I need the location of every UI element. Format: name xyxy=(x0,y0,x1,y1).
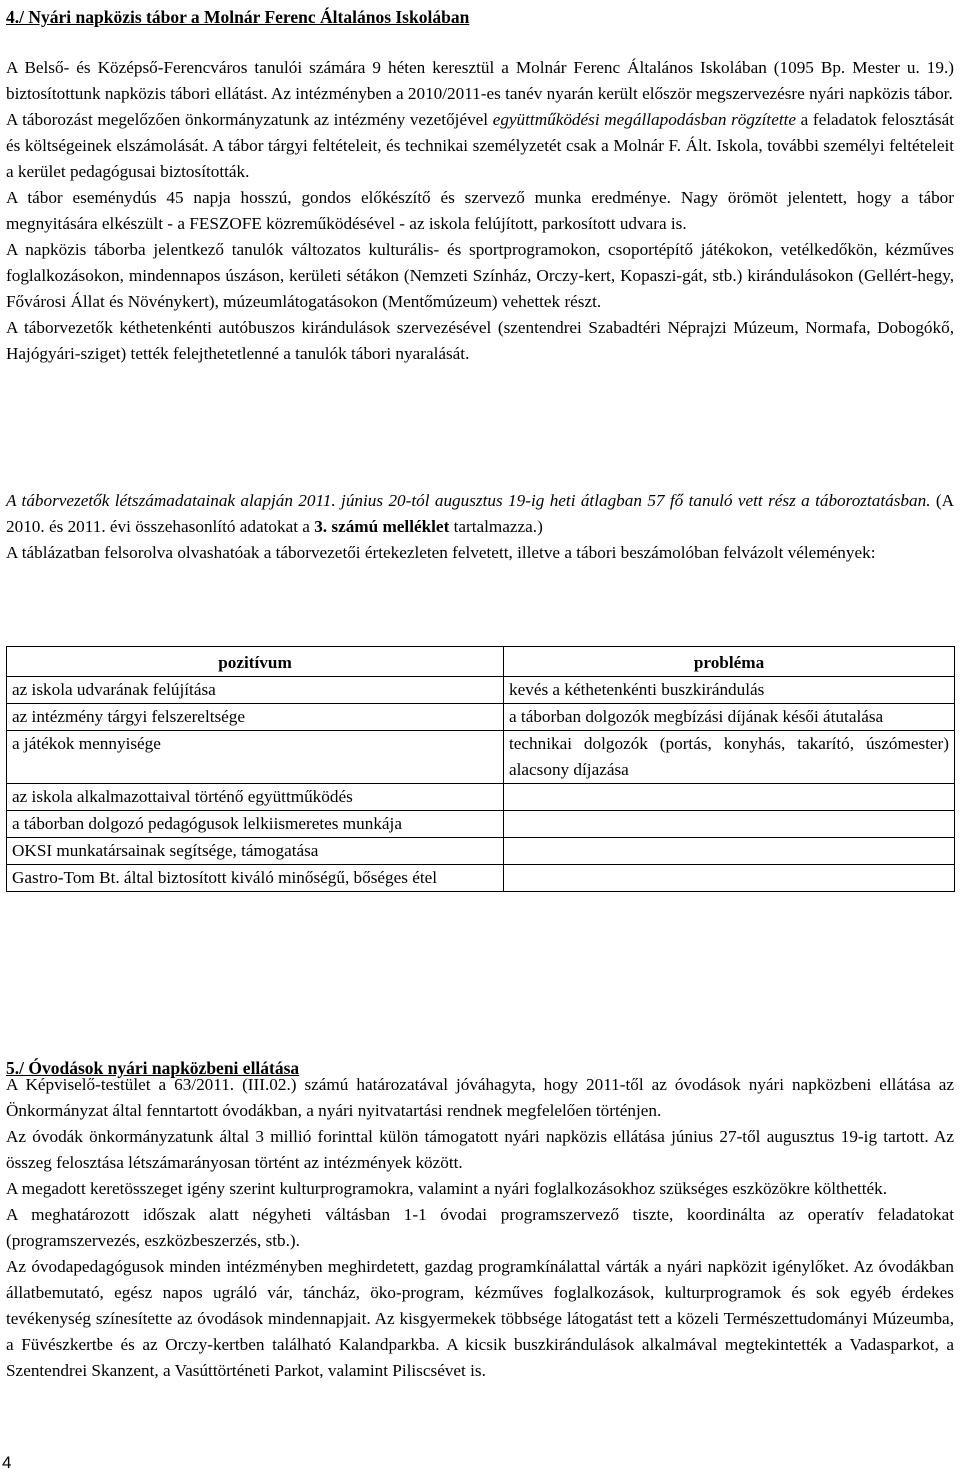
paragraph: A Képviselő-testület a 63/2011. (III.02.) számú határozatával jóváhagyta, hogy 2011-től az óvodások nyári napközbeni ellátása az Önkormányzat által fenntartott óvodákban, a nyári nyitvatartási rendnek megfelelően történjen. xyxy=(6,1075,954,1120)
page-number: 4 xyxy=(2,1453,12,1472)
text-run: tartalmazza.) xyxy=(449,517,543,536)
table-row xyxy=(7,838,955,865)
table-row xyxy=(7,811,955,838)
table-row xyxy=(7,865,955,892)
table-cell: Gastro-Tom Bt. által biztosított kiváló minőségű, bőséges étel xyxy=(7,865,504,892)
text-run: A táborozást megelőzően önkormányzatunk az intézmény vezetőjével xyxy=(6,110,493,129)
table-cell xyxy=(504,838,955,865)
table-cell: technikai dolgozók (portás, konyhás, takarító, úszómester) alacsony díjazása xyxy=(504,731,955,784)
paragraph: A Belső- és Középső-Ferencváros tanulói számára 9 héten keresztül a Molnár Ferenc Általános Iskolában (1095 Bp. Mester u. 19.) biztosítottunk napközis tábori ellátást. Az intézményben a 2010/2011-es tanév nyarán került először megszervezésre nyári napközis tábor. xyxy=(6,58,954,103)
table-cell: kevés a kéthetenkénti buszkirándulás xyxy=(504,677,955,704)
paragraph: A tábor eseménydús 45 napja hosszú, gondos előkészítő és szervező munka eredménye. Nagy örömöt jelentett, hogy a tábor megnyitására elkészült - a FESZOFE közreműködésével - az iskola felújított, parkosított udvara is. xyxy=(6,188,954,233)
column-header-positive: pozitívum xyxy=(7,647,504,677)
table-cell xyxy=(504,784,955,811)
paragraph: A táborvezetők kéthetenkénti autóbuszos kirándulások szervezésével (szentendrei Szabadtéri Néprajzi Múzeum, Normafa, Dobogókő, Hajógyári-sziget) tették felejthetetlenné a tanulók tábori nyaralását. xyxy=(6,318,954,363)
italic-text: A táborvezetők létszámadatainak alapján 2011. június 20-tól augusztus 19-ig heti átlagban 57 fő tanuló vett rész a táboroztatásban. xyxy=(6,491,931,510)
paragraph: A napközis táborba jelentkező tanulók változatos kulturális- és sportprogramokon, csoportépítő játékokon, vetélkedőkön, kézműves foglalkozásokon, mindennapos úszáson, kerületi sétákon (Nemzeti Színház, Orczy-kert, Kopaszi-gát, stb.) kirándulásokon (Gellért-hegy, Fővárosi Állat és Növénykert), múzeumlátogatásokon (Mentőmúzeum) vehettek részt. xyxy=(6,240,954,311)
table-cell: a játékok mennyisége xyxy=(7,731,504,784)
table-cell: OKSI munkatársainak segítsége, támogatása xyxy=(7,838,504,865)
table-header-row xyxy=(7,647,955,677)
paragraph xyxy=(6,488,954,540)
opinions-table xyxy=(6,646,955,892)
paragraph: Az óvodák önkormányzatunk által 3 millió forinttal külön támogatott nyári napközis ellátása június 27-től augusztus 19-ig tartott. Az összeg felosztása létszámarányosan történt az intézmények között. xyxy=(6,1127,954,1172)
section-4-summary xyxy=(6,488,954,566)
paragraph xyxy=(6,107,954,185)
table-cell: a táborban dolgozó pedagógusok lelkiismeretes munkája xyxy=(7,811,504,838)
table-cell xyxy=(504,865,955,892)
paragraph: Az óvodapedagógusok minden intézményben meghirdetett, gazdag programkínálattal várták a nyári napközit igénylőket. Az óvodákban állatbemutató, egész napos ugráló vár, táncház, öko-program, kézműves foglalkozások, kulturprogramok és sok egyéb érdekes tevékenység színesítette az óvodások mindennapjait. Az kisgyermekek többsége látogatást tett a közeli Természettudományi Múzeumba, a Füvészkertbe és az Orczy-kertben található Kalandparkba. A kicsik buszkirándulások alkalmával megtekintették a Vadasparkot, a Szentendrei Skanzent, a Vasúttörténeti Parkot, valamint Piliscsévet is. xyxy=(6,1257,954,1380)
table-cell: az iskola alkalmazottaival történő együttműködés xyxy=(7,784,504,811)
paragraph: A táblázatban felsorolva olvashatóak a táborvezetői értekezleten felvetett, illetve a tábori beszámolóban felvázolt vélemények: xyxy=(6,543,876,562)
table-row xyxy=(7,731,955,784)
section-5-title: 5./ Óvodások nyári napközbeni ellátása xyxy=(6,1058,300,1078)
text-run: (A 2010. és 2011. évi összehasonlító adatokat a xyxy=(6,491,955,536)
bold-text: 3. számú melléklet xyxy=(314,517,450,536)
section-4-body xyxy=(6,55,954,367)
table-cell: az intézmény tárgyi felszereltsége xyxy=(7,704,504,731)
table-row xyxy=(7,677,955,704)
table-row xyxy=(7,784,955,811)
paragraph: A meghatározott időszak alatt négyheti váltásban 1-1 óvodai programszervező tiszte, koordinálta az operatív feladatokat (programszervezés, eszközbeszerzés, stb.). xyxy=(6,1205,954,1250)
text-run: a feladatok felosztását és költségeinek elszámolását. A tábor tárgyi feltételeit, és technikai személyzetét csak a Molnár F. Ált. Iskola, további személyi feltételeit a kerület pedagógusai biztosították. xyxy=(6,110,954,181)
italic-text: együttműködési megállapodásban rögzítette xyxy=(492,110,797,129)
table-cell xyxy=(504,811,955,838)
table-row xyxy=(7,704,955,731)
section-4-title: 4./ Nyári napközis tábor a Molnár Ferenc Általános Iskolában xyxy=(6,7,470,27)
column-header-problem: probléma xyxy=(504,647,955,677)
table-cell: a táborban dolgozók megbízási díjának késői átutalása xyxy=(504,704,955,731)
paragraph: A megadott keretösszeget igény szerint kulturprogramokra, valamint a nyári foglalkozásokhoz szükséges eszközökre költhették. xyxy=(6,1179,888,1198)
table-cell: az iskola udvarának felújítása xyxy=(7,677,504,704)
section-5-body xyxy=(6,1072,954,1384)
